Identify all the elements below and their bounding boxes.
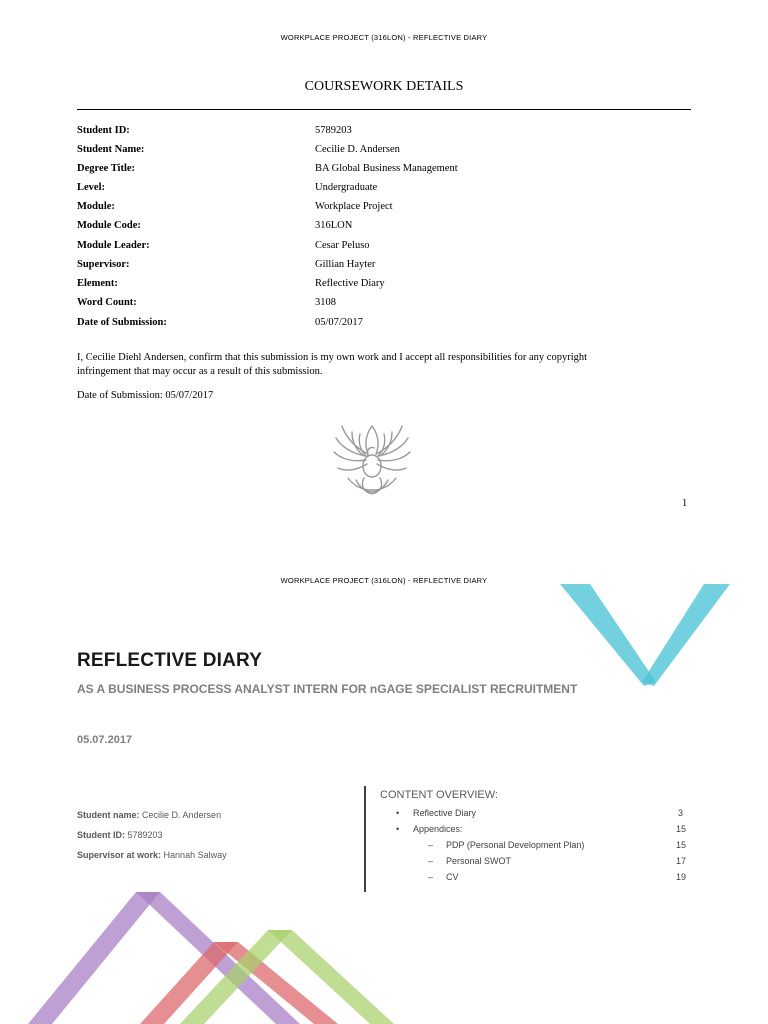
toc-item-label: PDP (Personal Development Plan) xyxy=(446,840,585,850)
document-title: REFLECTIVE DIARY xyxy=(77,650,263,671)
details-row xyxy=(77,240,697,258)
page-header: WORKPLACE PROJECT (316LON) - REFLECTIVE DIARY xyxy=(280,576,488,585)
section-divider xyxy=(364,786,366,892)
toc-item-label: Appendices: xyxy=(413,824,463,834)
details-row xyxy=(77,220,697,238)
toc-item-label: Personal SWOT xyxy=(446,856,512,866)
toc-item-page: 17 xyxy=(676,856,687,866)
page-header: WORKPLACE PROJECT (316LON) - REFLECTIVE DIARY xyxy=(280,33,488,42)
detail-value: 3108 xyxy=(315,297,336,308)
submission-date: Date of Submission: 05/07/2017 xyxy=(77,390,214,401)
detail-value: Workplace Project xyxy=(315,201,393,212)
detail-value: Reflective Diary xyxy=(315,278,385,289)
content-overview-title: CONTENT OVERVIEW: xyxy=(380,789,498,801)
detail-label: Element: xyxy=(77,278,118,289)
detail-value: 05/07/2017 xyxy=(315,317,363,328)
student-name-label: Student name: xyxy=(77,810,140,820)
details-row xyxy=(77,163,697,181)
details-row xyxy=(77,278,697,296)
details-row xyxy=(77,144,697,162)
detail-value: Cecilie D. Andersen xyxy=(315,144,400,155)
details-row xyxy=(77,317,697,335)
student-id-value: 5789203 xyxy=(127,830,163,840)
toc-item-label: Reflective Diary xyxy=(413,808,477,818)
student-id-label: Student ID: xyxy=(77,830,125,840)
details-row xyxy=(77,125,697,143)
teal-chevron-decoration xyxy=(558,582,734,690)
supervisor-value: Hannah Salway xyxy=(163,850,227,860)
details-row xyxy=(77,201,697,219)
detail-label: Module Leader: xyxy=(77,240,150,251)
student-id-line xyxy=(77,830,163,840)
confirmation-line: infringement that may occur as a result of this submission. xyxy=(77,365,323,377)
bullet-icon: • xyxy=(396,808,400,818)
details-row xyxy=(77,297,697,315)
detail-value: 5789203 xyxy=(315,125,352,136)
detail-label: Word Count: xyxy=(77,297,137,308)
document-subtitle: AS A BUSINESS PROCESS ANALYST INTERN FOR nGAGE SPECIALIST RECRUITMENT xyxy=(77,682,578,696)
toc-item-page: 19 xyxy=(676,872,687,882)
detail-value: 316LON xyxy=(315,220,353,231)
chevron-stripes-decoration xyxy=(0,880,420,1024)
detail-value: Cesar Peluso xyxy=(315,240,370,251)
confirmation-statement xyxy=(77,351,677,378)
detail-label: Module: xyxy=(77,201,115,212)
details-row xyxy=(77,259,697,277)
bullet-icon: • xyxy=(396,824,400,834)
toc-item-page: 3 xyxy=(678,808,684,818)
dash-icon: – xyxy=(428,840,434,850)
dash-icon: – xyxy=(428,856,434,866)
toc-item-label: CV xyxy=(446,872,459,882)
page-title: COURSEWORK DETAILS xyxy=(304,79,464,94)
document-date: 05.07.2017 xyxy=(77,734,133,746)
detail-value: BA Global Business Management xyxy=(315,163,458,174)
detail-label: Module Code: xyxy=(77,220,141,231)
detail-value: Undergraduate xyxy=(315,182,378,193)
student-name-line xyxy=(77,810,221,820)
detail-label: Date of Submission: xyxy=(77,317,167,328)
title-divider xyxy=(77,109,691,110)
supervisor-label: Supervisor at work: xyxy=(77,850,162,860)
toc-item-page: 15 xyxy=(676,840,687,850)
detail-label: Level: xyxy=(77,182,105,193)
toc-item-page: 15 xyxy=(676,824,687,834)
detail-value: Gillian Hayter xyxy=(315,259,376,270)
detail-label: Student ID: xyxy=(77,125,130,136)
student-name-value: Cecilie D. Andersen xyxy=(142,810,222,820)
detail-label: Supervisor: xyxy=(77,259,130,270)
detail-label: Degree Title: xyxy=(77,163,136,174)
page-number: 1 xyxy=(682,498,688,509)
supervisor-line xyxy=(77,850,227,860)
confirmation-line: I, Cecilie Diehl Andersen, confirm that this submission is my own work and I accept all responsibilities for any copyright xyxy=(77,352,588,363)
university-logo-icon xyxy=(330,420,414,498)
detail-label: Student Name: xyxy=(77,144,145,155)
details-row xyxy=(77,182,697,200)
dash-icon: – xyxy=(428,872,434,882)
